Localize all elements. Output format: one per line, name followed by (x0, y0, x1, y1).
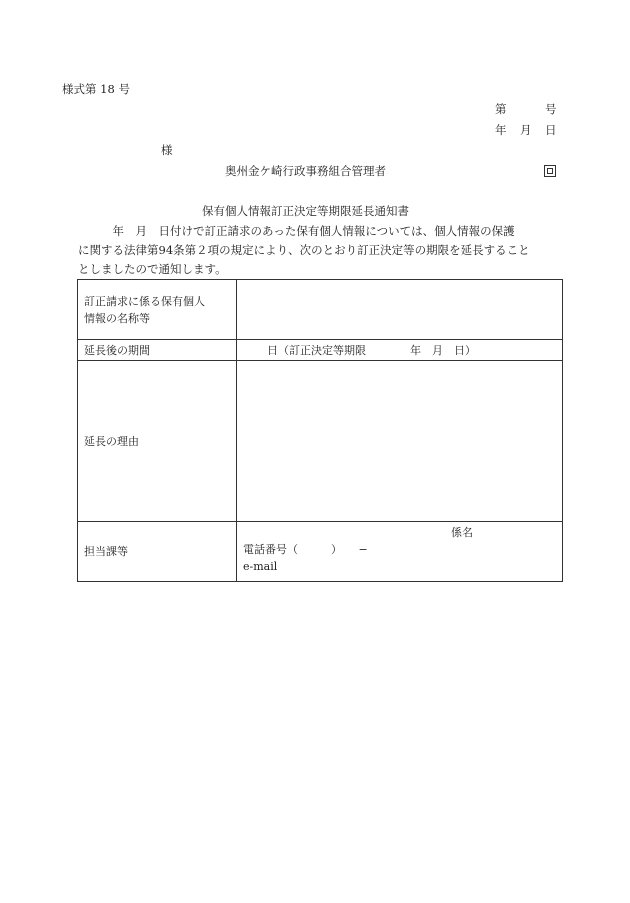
body-line-1: 年 月 日付けで訂正請求のあった保有個人情報については、個人情報の保護 (78, 224, 515, 238)
contact-value (237, 522, 563, 582)
email-label: e-mail (243, 560, 278, 573)
table-row-contact (78, 522, 563, 582)
table-row-period (78, 340, 563, 361)
section-name-label: 係名 (451, 526, 473, 539)
period-label: 延長後の期間 (78, 340, 237, 361)
extension-form-table (77, 279, 563, 582)
body-line-2: に関する法律第94条第２項の規定により、次のとおり訂正決定等の期限を延長すること (78, 243, 530, 257)
period-value: 日（訂正決定等期限 年 月 日） (237, 340, 563, 361)
table-row-reason (78, 361, 563, 522)
date-month: 月 (520, 123, 532, 137)
addressee-suffix: 様 (161, 143, 173, 157)
seal-mark-icon (544, 165, 556, 180)
doc-no-prefix: 第 (495, 102, 507, 116)
date-day: 日 (545, 123, 557, 137)
form-number: 様式第 18 号 (62, 82, 130, 96)
subject-label-line-2: 情報の名称等 (84, 311, 150, 325)
phone-number-label: 電話番号（ ） − (243, 543, 368, 556)
contact-label: 担当課等 (78, 522, 237, 582)
reason-value[interactable] (237, 361, 563, 522)
body-line-3: としましたので通知します。 (78, 262, 227, 276)
reason-label: 延長の理由 (78, 361, 237, 522)
subject-label (78, 280, 237, 340)
document-title: 保有個人情報訂正決定等期限延長通知書 (202, 204, 409, 218)
subject-value[interactable] (237, 280, 563, 340)
doc-no-suffix: 号 (545, 102, 557, 116)
table-row-subject (78, 280, 563, 340)
subject-label-line-1: 訂正請求に係る保有個人 (84, 294, 205, 308)
sender-name: 奥州金ケ崎行政事務組合管理者 (225, 164, 386, 178)
date-year: 年 (495, 123, 507, 137)
